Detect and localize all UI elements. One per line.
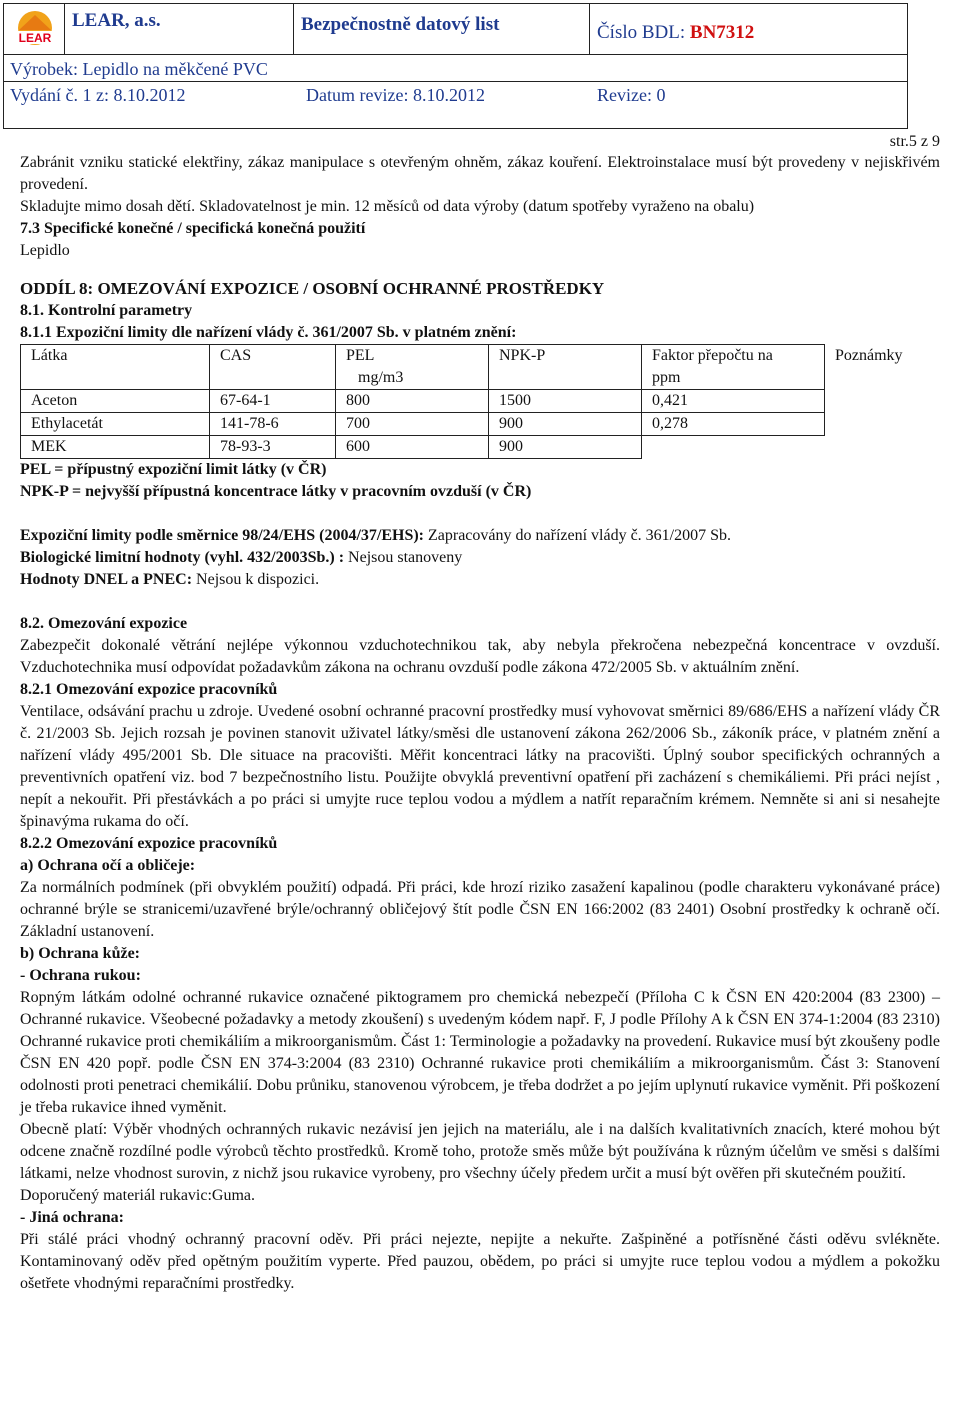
sub-heading: b) Ochrana kůže: (20, 945, 140, 962)
section-heading: 8.2.1 Omezování expozice pracovníků (20, 681, 278, 698)
document-title: Bezpečnostně datový list (301, 14, 500, 35)
paragraph: Při stálé práci vhodný ochranný pracovní oděv. Při práci nejezte, nepijte a nekuřte. Zašpiněné a potřísněné části oděvu svlékněte. Kontaminovaný oděv před opětným použitím vyperte. Před pauzou, obědem, po práci si umyjte ruce teplou vodou a mýdlem a pokožku ošetřete vhodnými reparačními prostředky. (20, 1231, 940, 1292)
section-heading: 8.1. Kontrolní parametry (20, 302, 193, 319)
divider (4, 81, 907, 82)
note: NPK-P = nejvyšší přípustná koncentrace látky v pracovním ovzduší (v ČR) (20, 483, 532, 500)
paragraph: Doporučený materiál rukavic:Guma. (20, 1187, 256, 1204)
divider (589, 4, 590, 54)
sub-heading: - Jiná ochrana: (20, 1209, 124, 1226)
divider (64, 4, 65, 54)
paragraph: Hodnoty DNEL a PNEC: Nejsou k dispozici. (20, 571, 320, 588)
issue-date: Vydání č. 1 z: 8.10.2012 (10, 85, 186, 105)
bdl-number: Číslo BDL: BN7312 (597, 22, 755, 43)
table-cell (825, 390, 921, 413)
sub-heading: a) Ochrana očí a obličeje: (20, 857, 196, 874)
table-header-cell: NPK-P (489, 345, 642, 390)
logo-text: LEAR (18, 31, 52, 45)
page-number: str.5 z 9 (889, 133, 940, 150)
table-cell: 141-78-6 (210, 413, 336, 436)
table-cell (825, 436, 921, 459)
paragraph: Ropným látkám odolné ochranné rukavice označené piktogramem pro chemická nebezpečí (Příloha C k ČSN EN 420:2004 (83 2300) – Ochranné rukavice. Všeobecné požadavky a metody zkoušení) s uvedeným kódem např. F, J podle Přílohy A k ČSN EN 374-1:2004 (83 2310) Ochranné rukavice proti chemikáliím a mikroorganismům. Část 1: Terminologie a požadavky na provedení. Rukavice musí být zkoušeny podle ČSN EN 420 popř. podle ČSN EN 374-3:2004 (83 2310) Ochranné rukavice proti chemikáliím a mikroorganismům. Část 3: Stanovení odolnosti proti penetraci chemikálií. Dobu průniku, stanovenou výrobcem, je třeba dodržet a po jejím uplynutí rukavice vyměnit. Při poškození je třeba rukavice ihned vyměnit. (20, 989, 940, 1116)
divider (4, 54, 907, 55)
paragraph: Zabránit vzniku statické elektřiny, zákaz manipulace s otevřeným ohněm, zákaz kouření. Elektroinstalace musí být provedeny v nejiskřivém provedení. (20, 154, 940, 193)
table-cell: 78-93-3 (210, 436, 336, 459)
table-row (21, 390, 921, 413)
section-heading: 7.3 Specifické konečné / specifická konečná použití (20, 220, 366, 237)
table-cell: 600 (336, 436, 489, 459)
table-cell: 800 (336, 390, 489, 413)
revision-date: Datum revize: 8.10.2012 (306, 85, 485, 105)
document-header (3, 3, 908, 129)
lear-logo (10, 10, 60, 50)
section-heading: 8.1.1 Expoziční limity dle nařízení vlády č. 361/2007 Sb. v platném znění: (20, 324, 517, 341)
table-cell: Aceton (21, 390, 210, 413)
table-cell (642, 436, 825, 459)
table-cell: 700 (336, 413, 489, 436)
table-cell: 0,421 (642, 390, 825, 413)
table-header-cell: CAS (210, 345, 336, 390)
table-cell: 1500 (489, 390, 642, 413)
revision-number: Revize: 0 (597, 85, 666, 105)
section-heading: 8.2.2 Omezování expozice pracovníků (20, 835, 278, 852)
paragraph: Za normálních podmínek (při obvyklém použití) odpadá. Při práci, kde hrozí riziko zasažení kapalinou (podle charakteru vykonávané práce) ochranné brýle se stranicemi/uzavřené brýle/ochranný obličejový štít podle ČSN EN 166:2002 (83 2401) Osobní prostředky k ochraně očí. Základní ustanovení. (20, 879, 940, 940)
section-heading: 8.2. Omezování expozice (20, 615, 188, 632)
table-cell: 67-64-1 (210, 390, 336, 413)
paragraph: Zabezpečit dokonalé větrání nejlépe výkonnou vzduchotechnikou tak, aby nebyla překročena nebezpečná koncentrace v ovzduší. Vzduchotechnika musí odpovídat požadavkům zákona na ochranu ovzduší podle zákona 472/2005 Sb. v aktuálním znění. (20, 637, 940, 676)
document-body (20, 152, 940, 1295)
table-cell: MEK (21, 436, 210, 459)
table-cell: 0,278 (642, 413, 825, 436)
product-row: Výrobek: Lepidlo na měkčené PVC (10, 59, 268, 79)
company-name: LEAR, a.s. (72, 10, 161, 31)
table-row (21, 436, 921, 459)
note: PEL = přípustný expoziční limit látky (v ČR) (20, 461, 327, 478)
table-cell (825, 413, 921, 436)
table-header-cell: Látka (21, 345, 210, 390)
table-header-cell: Faktor přepočtu na ppm (642, 345, 825, 390)
table-cell: Ethylacetát (21, 413, 210, 436)
paragraph: Expoziční limity podle směrnice 98/24/EHS (2004/37/EHS): Zapracovány do nařízení vlády č. 361/2007 Sb. (20, 527, 732, 544)
table-header-cell: PEL mg/m3 (336, 345, 489, 390)
paragraph: Lepidlo (20, 242, 70, 259)
table-header-row (21, 345, 921, 390)
paragraph: Ventilace, odsávání prachu u zdroje. Uvedené osobní ochranné pracovní prostředky musí vyhovovat směrnici 89/686/EHS a nařízení vlády ČR č. 21/2003 Sb. Jejich rozsah je povinen stanovit uživatel látky/směsi dle ustanovení zákona 262/2006 Sb., zákoník práce, v platném znění a nařízení vlády 495/2001 Sb. Dle situace na pracovišti. Měřit koncentraci látky na pracovišti. Úplný soubor specifických ochranných a preventivních opatření viz. bod 7 bezpečnostního listu. Použijte obvyklá preventivní opatření při zacházení s chemikáliemi. Při práci nejíst , nepít a nekouřit. Při přestávkách a po práci si umyjte ruce teplou vodou a mýdlem a natřít reparačním krémem. Nemněte si ani si nesahejte špinavýma rukama do očí. (20, 703, 940, 830)
table-row (21, 413, 921, 436)
table-cell: 900 (489, 436, 642, 459)
paragraph: Obecně platí: Výběr vhodných ochranných rukavic nezávisí jen jejich na materiálu, ale i na dalších kvalitativních znacích, které mohou být odcene značně rozdílné podle výrobců těchto prostředků. Kromě toho, protože směs může být používána k různým účelům ve směsi s dalšími látkami, nelze vhodnost surovin, z nichž jsou rukavice vyrobeny, pro všechny účely předem určit a musí být ověřen při skutečném použití. (20, 1121, 940, 1182)
exposure-limits-table (20, 344, 920, 459)
sub-heading: - Ochrana rukou: (20, 967, 141, 984)
paragraph: Biologické limitní hodnoty (vyhl. 432/2003Sb.) : Nejsou stanoveny (20, 549, 463, 566)
header-top-row (4, 4, 907, 54)
table-cell: 900 (489, 413, 642, 436)
section-title: ODDÍL 8: OMEZOVÁNÍ EXPOZICE / OSOBNÍ OCHRANNÉ PROSTŘEDKY (20, 279, 605, 298)
table-header-cell: Poznámky (835, 346, 903, 364)
paragraph: Skladujte mimo dosah dětí. Skladovatelnost je min. 12 měsíců od data výroby (datum spotřeby vyraženo na obalu) (20, 198, 755, 215)
divider (293, 4, 294, 54)
